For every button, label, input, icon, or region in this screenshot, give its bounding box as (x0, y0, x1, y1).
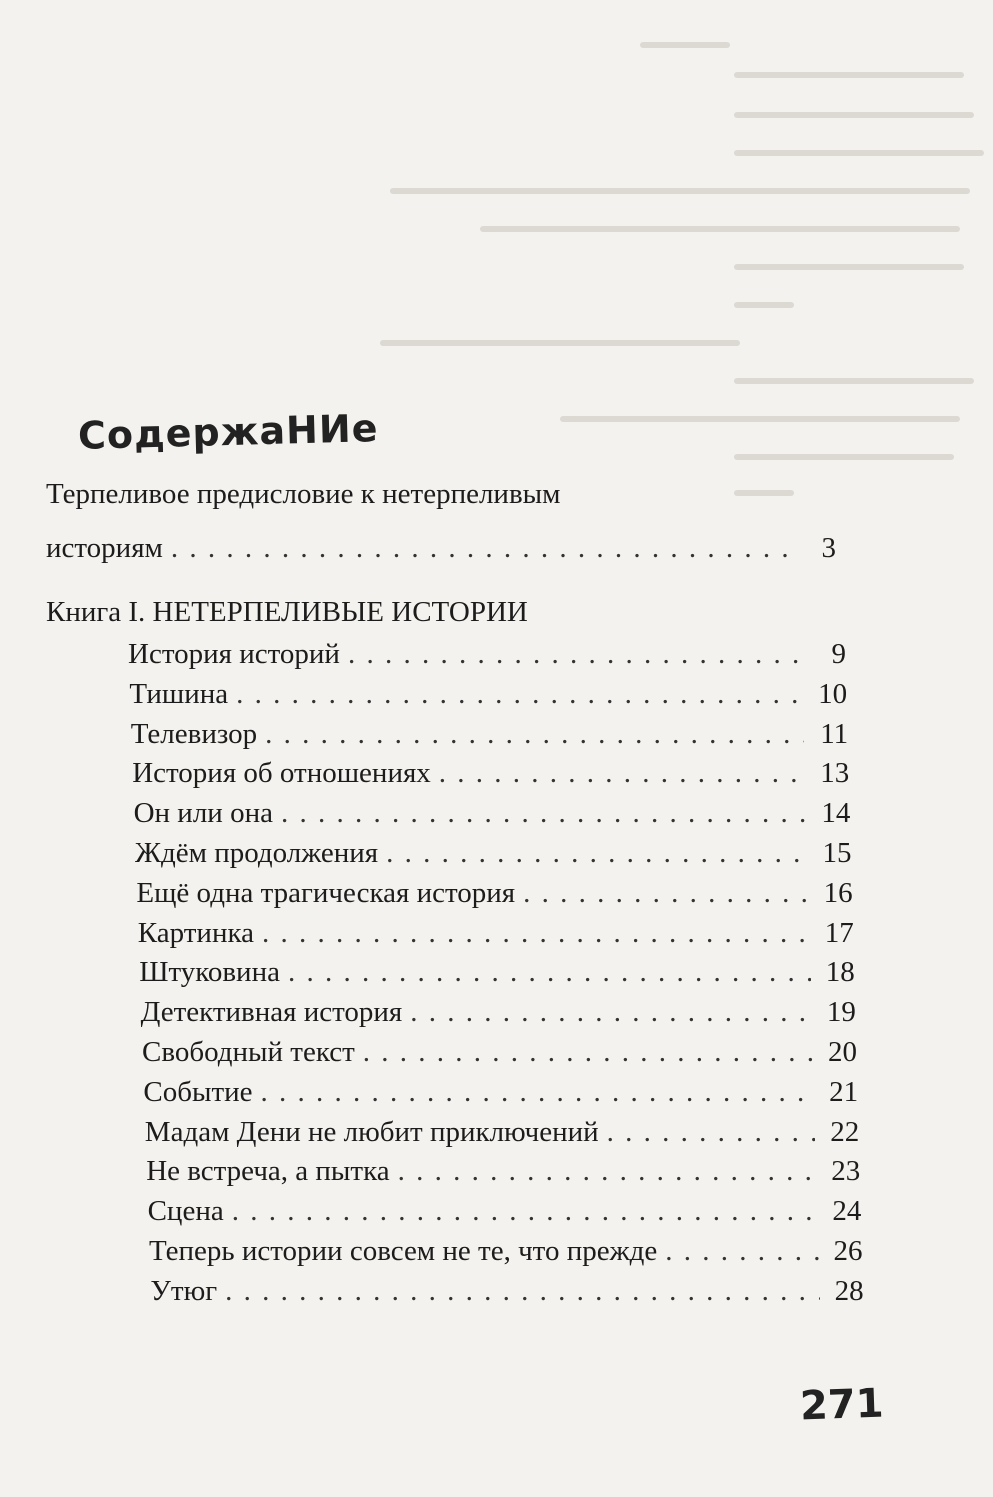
leader-dots (171, 530, 792, 566)
toc-entry-title: Ждём продолжения (135, 837, 379, 869)
page-number: 271 (799, 1380, 885, 1430)
leader-dots (261, 1074, 815, 1110)
toc-entry[interactable] (135, 835, 852, 871)
toc-entry[interactable] (131, 716, 848, 752)
leader-dots (363, 1034, 813, 1070)
toc-entry[interactable] (139, 954, 855, 990)
toc-entry-page: 21 (829, 1075, 859, 1108)
leader-dots (262, 915, 810, 951)
toc-entry[interactable] (128, 636, 846, 672)
leader-dots (281, 795, 806, 831)
toc-entry[interactable] (148, 1193, 862, 1229)
leader-dots (232, 1193, 818, 1229)
toc-entry-page: 23 (831, 1155, 861, 1188)
section-heading: Книга I. НЕТЕРПЕЛИВЫЕ ИСТОРИИ (46, 596, 528, 628)
toc-entry-title: История историй (128, 638, 340, 670)
toc-entry-page: 11 (820, 717, 849, 750)
toc-entry[interactable] (145, 1114, 859, 1150)
leader-dots (410, 994, 812, 1030)
leader-dots (665, 1233, 818, 1269)
toc-entry-page: 15 (822, 837, 852, 869)
toc-entry[interactable] (134, 795, 851, 831)
leader-dots (288, 954, 811, 990)
toc-entry-title: Не встреча, а пытка (146, 1155, 390, 1188)
toc-entry-title: Мадам Дени не любит приключений (144, 1115, 599, 1148)
toc-entry-page: 19 (826, 996, 856, 1029)
toc-entry-title: Детективная история (140, 996, 403, 1029)
toc-entry[interactable] (138, 915, 854, 951)
toc-entry-page: 22 (830, 1115, 860, 1148)
toc-entry-page: 24 (832, 1195, 862, 1228)
toc-entry-page: 10 (818, 677, 848, 710)
toc-entry-title: Утюг (150, 1274, 218, 1307)
toc-entry-page: 16 (823, 876, 853, 909)
toc-entry[interactable] (149, 1233, 863, 1269)
toc-entry-title: Событие (143, 1075, 253, 1108)
leader-dots (607, 1114, 816, 1150)
leader-dots (386, 835, 807, 871)
contents-title: СодержаНИе (77, 406, 380, 458)
toc-entry-title: Телевизор (130, 717, 258, 750)
toc-entry-title: Картинка (137, 916, 254, 949)
intro-title-line1: Терпеливое предисловие к нетерпеливым (46, 478, 561, 510)
leader-dots (236, 676, 803, 712)
toc-entry-page: 17 (824, 916, 854, 949)
toc-entry-page: 20 (828, 1036, 857, 1068)
toc-entry[interactable] (146, 1153, 860, 1189)
toc-entry-page: 13 (820, 757, 850, 790)
toc-entry[interactable] (136, 875, 852, 911)
toc-entry[interactable] (142, 1034, 857, 1070)
toc-entry-title: историям (46, 532, 163, 564)
toc-entry-page: 9 (831, 638, 846, 670)
toc-entry[interactable] (141, 994, 856, 1030)
toc-entry-page: 14 (821, 797, 851, 830)
toc-entry-title: История об отношениях (132, 757, 431, 790)
toc-entry-intro[interactable] (46, 530, 836, 566)
toc-entry[interactable] (143, 1074, 858, 1110)
toc-entry-title: Ещё одна трагическая история (136, 876, 516, 909)
toc-entry-title: Теперь истории совсем не те, что прежде (149, 1235, 658, 1267)
toc-entry-title: Штуковина (139, 956, 280, 989)
toc-entry[interactable] (129, 676, 847, 712)
leader-dots (439, 755, 805, 791)
toc-entry-title: Сцена (147, 1195, 224, 1228)
bleed-through-text (0, 20, 993, 540)
toc-entry-page: 18 (825, 956, 855, 989)
toc-entry-page: 3 (821, 532, 836, 564)
toc-entry-title: Тишина (129, 677, 229, 710)
leader-dots (398, 1153, 817, 1189)
leader-dots (523, 875, 808, 911)
toc-entry-page: 26 (833, 1235, 863, 1267)
leader-dots (225, 1273, 819, 1309)
toc-entry[interactable] (150, 1273, 863, 1309)
leader-dots (348, 636, 802, 672)
toc-entry[interactable] (132, 755, 849, 791)
leader-dots (265, 716, 804, 752)
toc-entry-page: 28 (834, 1274, 864, 1307)
toc-entry-title: Свободный текст (142, 1036, 355, 1068)
toc-entry-title: Он или она (133, 797, 273, 830)
